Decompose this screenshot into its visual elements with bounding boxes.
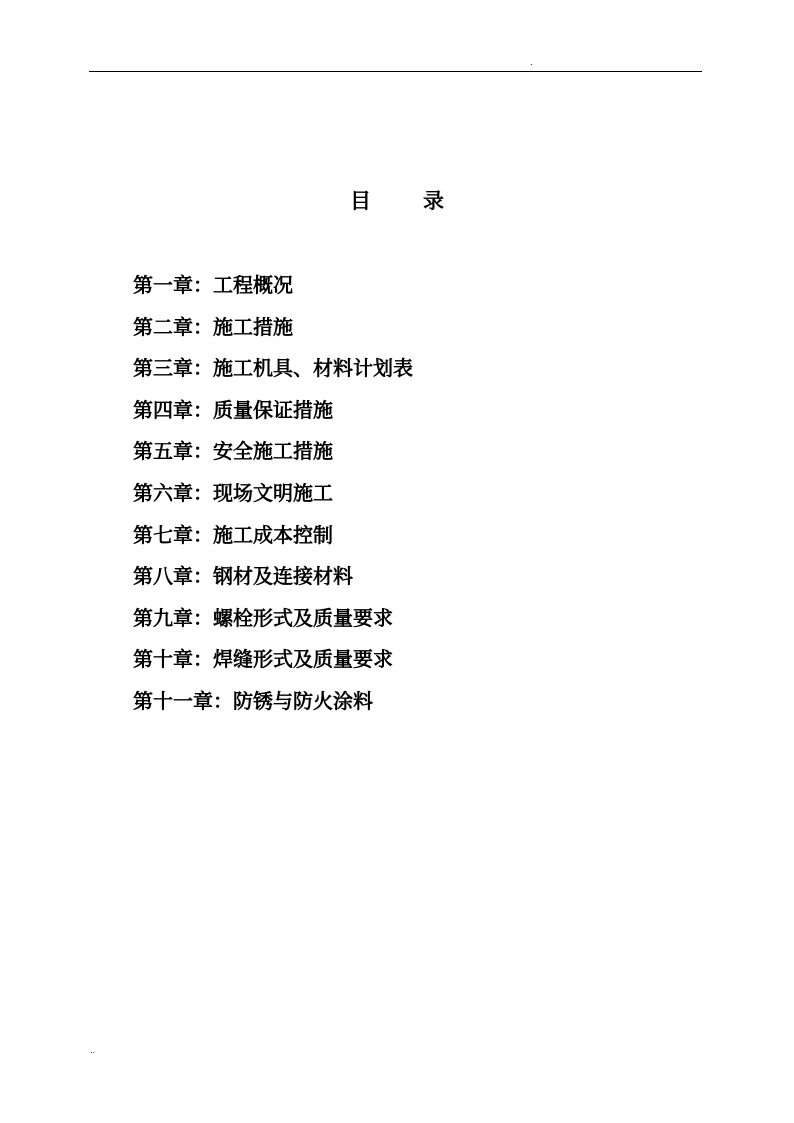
chapter-title: 施工措施 (213, 314, 293, 339)
chapter-title: 防锈与防火涂料 (233, 688, 373, 713)
toc-item-11[interactable] (133, 684, 413, 726)
chapter-title: 螺栓形式及质量要求 (213, 605, 393, 630)
chapter-separator: ： (193, 647, 213, 672)
chapter-separator: ： (193, 522, 213, 547)
header-mark: . (530, 58, 533, 67)
chapter-separator: ： (193, 480, 213, 505)
toc-item-9[interactable] (133, 601, 413, 643)
chapter-number: 第六章 (133, 480, 193, 505)
chapter-number: 第五章 (133, 439, 193, 464)
chapter-separator: ： (213, 688, 233, 713)
chapter-number: 第九章 (133, 605, 193, 630)
chapter-number: 第一章 (133, 273, 193, 297)
toc-item-6[interactable] (133, 476, 413, 518)
chapter-number: 第十章 (133, 647, 193, 672)
chapter-separator: ： (193, 439, 213, 464)
chapter-separator: ： (193, 314, 213, 339)
chapter-title: 施工成本控制 (213, 522, 333, 547)
chapter-number: 第八章 (133, 564, 193, 589)
chapter-title: 现场文明施工 (213, 480, 333, 505)
toc-item-10[interactable] (133, 642, 413, 684)
toc-list (133, 268, 413, 726)
toc-item-7[interactable] (133, 518, 413, 560)
chapter-title: 安全施工措施 (213, 439, 333, 464)
chapter-title: 焊缝形式及质量要求 (213, 647, 393, 672)
toc-item-2[interactable] (133, 310, 413, 352)
chapter-title: 施工机具、材料计划表 (213, 356, 413, 381)
toc-title-right: 录 (423, 189, 444, 213)
toc-title (0, 185, 794, 217)
chapter-title: 质量保证措施 (213, 397, 333, 422)
toc-title-left: 目 (350, 189, 371, 213)
chapter-separator: ： (193, 564, 213, 589)
chapter-separator: ： (193, 605, 213, 630)
chapter-separator: ： (193, 397, 213, 422)
toc-item-5[interactable] (133, 434, 413, 476)
toc-item-1[interactable] (133, 268, 413, 310)
chapter-number: 第七章 (133, 522, 193, 547)
chapter-number: 第十一章 (133, 688, 213, 713)
toc-item-8[interactable] (133, 559, 413, 601)
header-rule (89, 71, 702, 72)
chapter-title: 工程概况 (213, 273, 293, 297)
toc-item-4[interactable] (133, 393, 413, 435)
chapter-number: 第二章 (133, 314, 193, 339)
footer-mark: .. (90, 1046, 96, 1055)
toc-item-3[interactable] (133, 351, 413, 393)
chapter-separator: ： (193, 273, 213, 297)
chapter-title: 钢材及连接材料 (213, 564, 353, 589)
chapter-number: 第四章 (133, 397, 193, 422)
chapter-separator: ： (193, 356, 213, 381)
chapter-number: 第三章 (133, 356, 193, 381)
